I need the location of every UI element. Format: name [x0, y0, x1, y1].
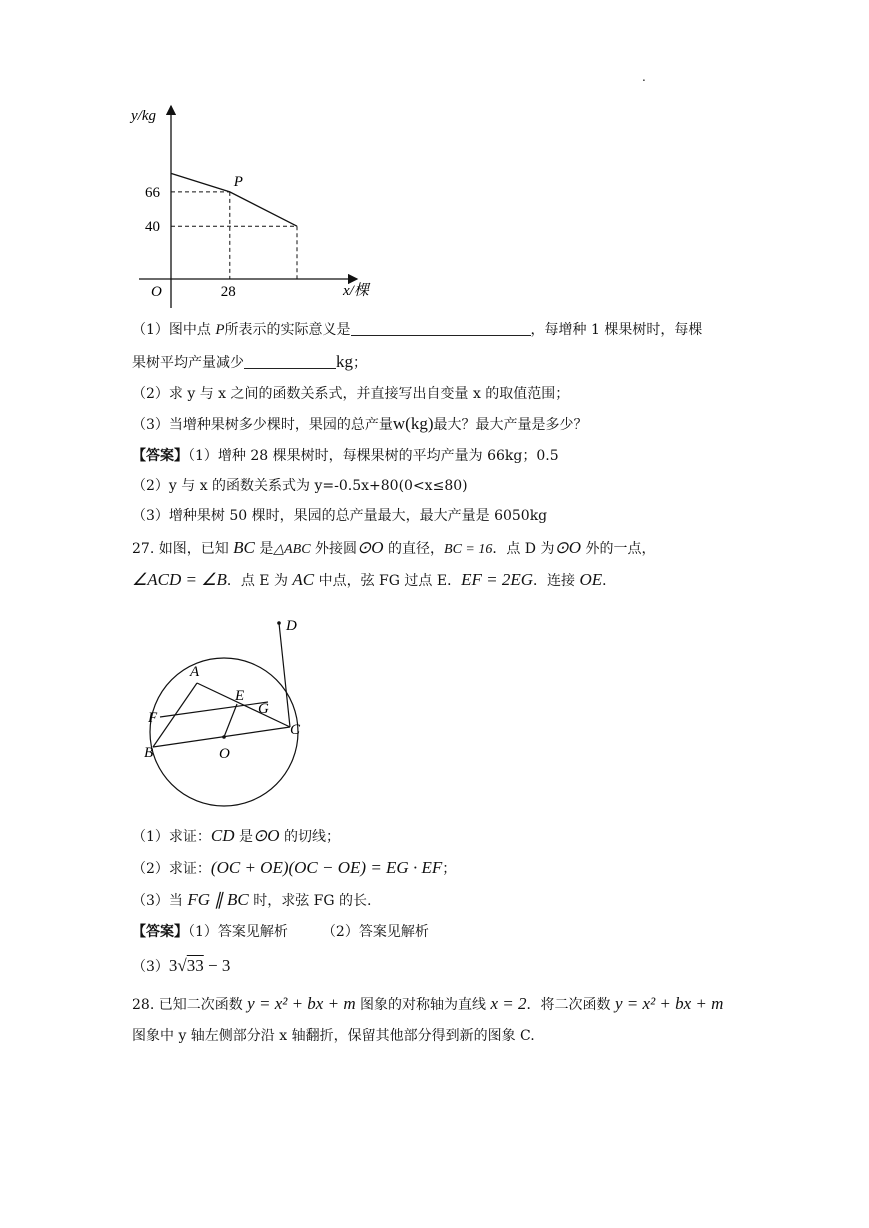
x-axis-label: x/棵 — [343, 283, 369, 299]
answer-blank-2 — [244, 354, 336, 369]
q28-stem-line1: 28. 已知二次函数 y = x² + bx + m 图象的对称轴为直线 x = 2．将二次函数 y = x² + bx + m — [132, 994, 724, 1013]
q27-stem-line1: 27. 如图，已知 BC 是△ABC 外接圆⊙O 的直径，BC = 16．点 D 为⊙O 外的一点， — [132, 538, 656, 557]
x-tick-label-0: 28 — [220, 284, 236, 300]
line-cd — [279, 623, 290, 727]
q26-part3: （3）当增种果树多少棵时，果园的总产量w(kg)最大？最大产量是多少？ — [132, 414, 588, 433]
label-d: D — [286, 618, 297, 634]
q26-answer-3: （3）增种果树 50 棵时，果园的总产量最大，最大产量是 6050kg — [132, 508, 548, 524]
q27-stem-line2: ∠ACD = ∠B．点 E 为 AC 中点，弦 FG 过点 E．EF = 2EG．连接 OE． — [132, 570, 617, 589]
label-b: B — [144, 745, 154, 761]
origin-label: O — [151, 284, 162, 300]
line-bc — [153, 727, 290, 747]
line-oe — [224, 704, 237, 737]
corner-mark: . — [642, 70, 646, 84]
label-a: A — [190, 664, 200, 680]
y-tick-label-1: 40 — [145, 219, 160, 236]
q26-answer-1: 【答案】（1）增种 28 棵果树时，每棵果树的平均产量为 66kg；0.5 — [132, 448, 559, 464]
y-axis-label: y/kg — [131, 108, 156, 124]
label-f: F — [148, 710, 158, 726]
q27-part3: （3）当 FG ∥ BC 时，求弦 FG 的长. — [132, 890, 372, 909]
point-o — [222, 735, 226, 739]
circle-figure — [140, 610, 340, 820]
point-p-label: P — [233, 173, 243, 190]
q26-answer-2: （2）y 与 x 的函数关系式为 y=-0.5x+80(0<x≤80) — [132, 478, 468, 494]
q27-answer-3: （3）3√33 − 3 — [132, 956, 231, 975]
circle-o — [150, 658, 298, 806]
q26-part1-cont: 果树平均产量减少 kg； — [132, 352, 367, 371]
point-d — [277, 621, 281, 625]
label-o: O — [219, 746, 230, 762]
label-e: E — [235, 688, 245, 704]
q27-part1: （1）求证：CD 是⊙O 的切线； — [132, 826, 340, 845]
label-c: C — [290, 722, 301, 738]
q27-answer-12: 【答案】（1）答案见解析 （2）答案见解析 — [132, 924, 429, 940]
y-tick-label-0: 66 — [145, 184, 160, 201]
label-g: G — [258, 701, 269, 717]
q27-part2: （2）求证：(OC + OE)(OC − OE) = EG · EF； — [132, 858, 457, 877]
yield-chart — [125, 100, 385, 320]
answer-blank-1 — [351, 321, 531, 336]
q26-part1: （1）图中点 P所表示的实际意义是 ，每增种 1 棵果树时，每棵 — [132, 322, 703, 338]
q26-part2: （2）求 y 与 x 之间的函数关系式，并直接写出自变量 x 的取值范围； — [132, 386, 570, 402]
q28-stem-line2: 图象中 y 轴左侧部分沿 x 轴翻折，保留其他部分得到新的图象 C. — [132, 1028, 535, 1044]
